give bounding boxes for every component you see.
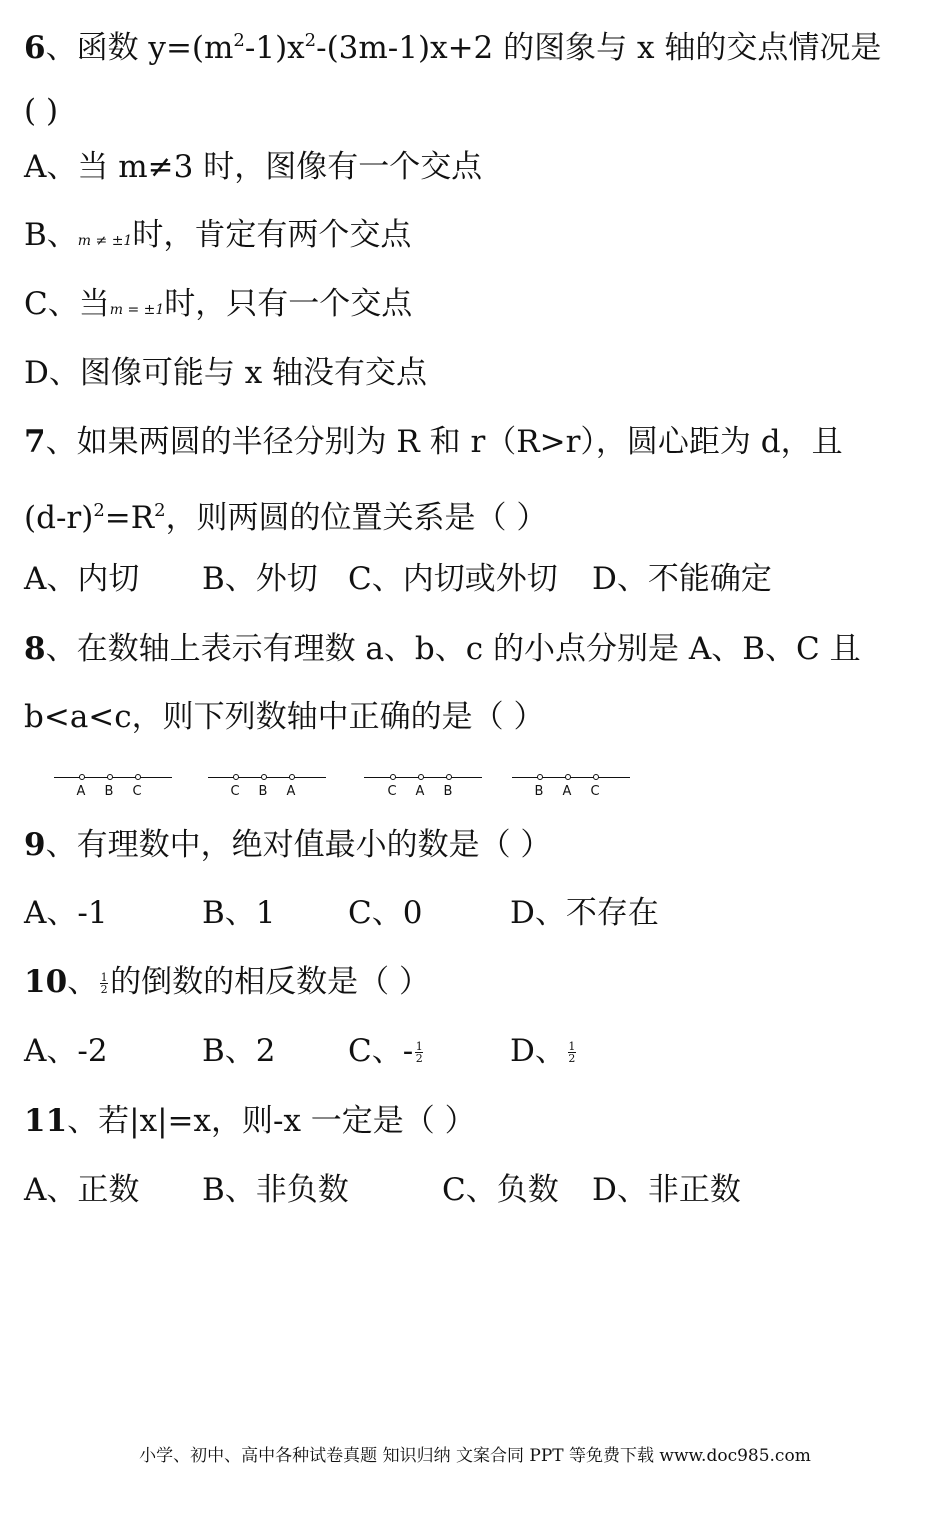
q7-stem-line2 — [24, 486, 926, 536]
q6-stem-mid: -1)x — [244, 30, 305, 66]
number-line-1-label-1: A — [76, 784, 86, 799]
q8-stem-line2: b<a<c，则下列数轴中正确的是（ ） — [24, 699, 545, 735]
q7-stem-line1: 如果两圆的半径分别为 R 和 r（R>r），圆心距为 d，且 — [76, 424, 843, 460]
q11-option-b: B、非负数 — [202, 1172, 349, 1208]
number-line-2-dot-1 — [233, 774, 239, 780]
number-line-2-dot-2 — [261, 774, 267, 780]
number-line-3 — [364, 768, 484, 808]
number-line-4-label-1: B — [534, 784, 544, 799]
q7-stem2-post: ，则两圆的位置关系是（ ） — [165, 500, 548, 536]
q6-sup1: 2 — [233, 30, 245, 51]
q6-stem-post: -(3m-1)x+2 的图象与 x 轴的交点情况是 — [316, 30, 882, 66]
q10-option-d-pre: D、 — [510, 1033, 566, 1069]
q7-option-d: D、不能确定 — [592, 561, 772, 597]
q6-option-b-post: 时，肯定有两个交点 — [132, 217, 412, 253]
q7-option-a: A、内切 — [24, 561, 140, 597]
number-line-1-dot-2 — [107, 774, 113, 780]
q10-option-a: A、-2 — [24, 1033, 108, 1069]
number-line-2 — [208, 768, 328, 808]
q10-option-d-fraction — [568, 1041, 576, 1064]
number-line-4-dot-3 — [593, 774, 599, 780]
number-line-3-label-2: A — [415, 784, 425, 799]
q11-option-d: D、非正数 — [592, 1172, 741, 1208]
number-line-4-label-3: C — [590, 784, 600, 799]
q8-sep: 、 — [45, 631, 77, 667]
number-line-1-label-3: C — [132, 784, 142, 799]
number-line-3-label-3: B — [443, 784, 453, 799]
number-line-2-label-2: B — [258, 784, 268, 799]
q7-sup2: 2 — [154, 500, 166, 521]
number-line-4-dot-1 — [537, 774, 543, 780]
number-line-1 — [54, 768, 174, 808]
q10-d-frac-denominator: 2 — [568, 1052, 576, 1065]
q10-stem-fraction — [100, 972, 108, 995]
q10-stem-text: 的倒数的相反数是（ ） — [110, 964, 430, 1000]
q7-options — [24, 554, 926, 604]
q6-sup2: 2 — [304, 30, 317, 51]
q9-option-c: C、0 — [348, 895, 423, 931]
number-line-3-dot-1 — [390, 774, 396, 780]
footer-text: 小学、初中、高中各种试卷真题 知识归纳 文案合同 PPT 等免费下载 www.doc985.com — [139, 1446, 811, 1466]
q8-stem-line1: 在数轴上表示有理数 a、b、c 的小点分别是 A、B、C 且 — [76, 631, 861, 667]
q11-option-c: C、负数 — [442, 1172, 559, 1208]
q9-option-d: D、不存在 — [510, 895, 659, 931]
q11-stem-text: 若|x|=x，则-x 一定是（ ） — [98, 1103, 476, 1139]
number-line-2-dot-3 — [289, 774, 295, 780]
q10-number: 10 — [24, 964, 68, 1000]
q8-stem — [24, 624, 926, 674]
q6-option-c — [24, 279, 926, 329]
number-line-3-dot-2 — [418, 774, 424, 780]
q7-option-c: C、内切或外切 — [348, 561, 558, 597]
q6-option-b — [24, 210, 926, 260]
q10-d-frac-numerator: 1 — [568, 1040, 576, 1053]
q6-option-c-cond: m = ±1 — [109, 302, 165, 318]
number-line-4-label-2: A — [562, 784, 572, 799]
q10-option-b: B、2 — [202, 1033, 276, 1069]
q6-option-a: A、当 m≠3 时，图像有一个交点 — [24, 149, 483, 185]
q9-stem-text: 有理数中，绝对值最小的数是（ ） — [76, 827, 552, 863]
q10-c-frac-numerator: 1 — [415, 1040, 423, 1053]
q6-option-c-pre: C、当 — [24, 286, 110, 322]
number-line-4-dot-2 — [565, 774, 571, 780]
q6-option-d: D、图像可能与 x 轴没有交点 — [24, 355, 428, 391]
q10-option-d — [510, 1026, 578, 1076]
q7-sep: 、 — [45, 424, 77, 460]
number-line-1-label-2: B — [104, 784, 114, 799]
q10-frac-denominator: 2 — [100, 983, 108, 996]
q6-option-b-cond: m ≠ ±1 — [77, 233, 133, 249]
number-line-2-label-3: A — [286, 784, 296, 799]
number-line-3-dot-3 — [446, 774, 452, 780]
q7-stem — [24, 417, 926, 467]
q11-number: 11 — [24, 1103, 68, 1139]
q9-number: 9 — [24, 827, 46, 863]
q11-sep: 、 — [67, 1103, 99, 1139]
q11-options — [24, 1165, 926, 1215]
q10-sep: 、 — [67, 964, 99, 1000]
q9-option-b: B、1 — [202, 895, 276, 931]
number-line-1-dot-1 — [79, 774, 85, 780]
q11-option-a: A、正数 — [24, 1172, 140, 1208]
number-line-4 — [512, 768, 632, 808]
q10-options — [24, 1026, 926, 1076]
q6-option-b-pre: B、 — [24, 217, 78, 253]
q10-c-frac-denominator: 2 — [415, 1052, 423, 1065]
q9-option-a: A、-1 — [24, 895, 108, 931]
q7-number: 7 — [24, 424, 46, 460]
q7-sup1: 2 — [93, 500, 105, 521]
q7-stem2-mid: =R — [104, 500, 155, 536]
q10-option-c-fraction — [415, 1041, 423, 1064]
q10-option-c-pre: C、- — [348, 1033, 414, 1069]
q6-option-c-post: 时，只有一个交点 — [164, 286, 413, 322]
q9-options — [24, 888, 926, 938]
q10-option-c — [348, 1026, 510, 1076]
number-line-1-dot-3 — [135, 774, 141, 780]
number-line-3-label-1: C — [387, 784, 397, 799]
q6-number: 6 — [24, 30, 46, 66]
q10-frac-numerator: 1 — [100, 971, 108, 984]
q9-stem — [24, 820, 926, 870]
q6-sep: 、 — [45, 30, 77, 66]
q10-stem — [24, 957, 926, 1007]
q6-stem — [24, 16, 926, 66]
q6-bracket: ( ) — [24, 93, 59, 129]
number-line-2-label-1: C — [230, 784, 240, 799]
q7-option-b: B、外切 — [202, 561, 318, 597]
q11-stem — [24, 1096, 926, 1146]
q8-number: 8 — [24, 631, 46, 667]
q9-sep: 、 — [45, 827, 77, 863]
q7-stem2-pre: (d-r) — [24, 500, 94, 536]
q6-stem-pre: 函数 y=(m — [76, 30, 234, 66]
